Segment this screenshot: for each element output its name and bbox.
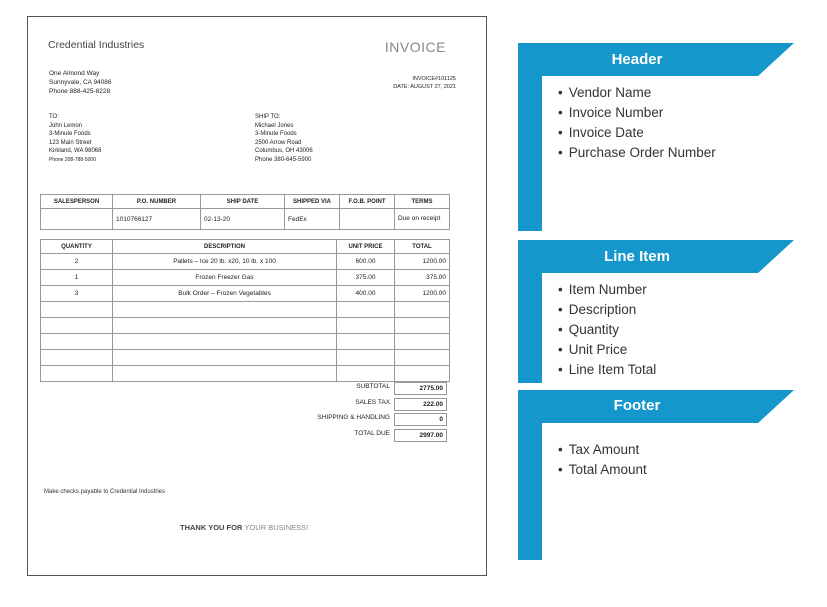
list-item: • Purchase Order Number [558,143,716,163]
line-total-cell [395,318,450,334]
ship-date-cell: 02-13-20 [201,209,285,230]
shipping-label: SHIPPING & HANDLING [317,414,390,421]
shipping-value: 0 [394,413,447,426]
total-due-value: 2997.00 [394,429,447,442]
line-item-stem [518,273,542,383]
invoice-title: INVOICE [384,39,446,55]
header-field-list [558,83,716,163]
vendor-address [49,69,112,96]
table-row [41,366,450,382]
line-item-field-list [558,280,656,380]
table-row [41,254,450,270]
list-item: • Line Item Total [558,360,656,380]
table-row [41,334,450,350]
quantity-cell: 1 [41,270,113,286]
list-item: • Invoice Number [558,103,716,123]
description-cell: Bulk Order – Frozen Vegetables [113,286,337,302]
unit-price-cell [337,302,395,318]
vendor-name: Credential Industries [48,39,145,51]
col-header: TOTAL [395,240,450,254]
table-row [41,270,450,286]
ship-to-line: 3-Minute Foods [255,131,297,138]
line-item-panel [518,240,794,383]
quantity-cell [41,302,113,318]
header-stem [518,76,542,231]
unit-price-cell: 375.00 [337,270,395,286]
payable-note: Make checks payable to Credential Industries [44,489,166,495]
col-header: TERMS [395,195,450,209]
unit-price-cell [337,334,395,350]
bill-to-phone: Phone 208-788-5000 [49,156,96,163]
shipped-via-cell: FedEx [285,209,340,230]
total-due-label: TOTAL DUE [354,430,390,437]
col-header: SHIPPED VIA [285,195,340,209]
quantity-cell [41,366,113,382]
vendor-address-line: One Almond Way [49,70,100,77]
order-info-table [40,194,450,230]
invoice-number: INVOICE#101125 [412,76,456,82]
list-item: • Unit Price [558,340,656,360]
unit-price-cell [337,318,395,334]
ship-to-label: SHIP TO: [255,114,281,120]
invoice-document [27,16,487,576]
line-item-panel-title: Line Item [604,248,670,265]
salesperson-cell [41,209,113,230]
vendor-phone: Phone 888-425-8228 [49,88,111,95]
table-row [41,286,450,302]
list-item: • Invoice Date [558,123,716,143]
line-items-body [41,254,450,382]
description-cell [113,318,337,334]
terms-cell: Due on receipt [395,209,450,230]
line-total-cell [395,366,450,382]
description-cell [113,302,337,318]
invoice-meta [393,75,456,91]
bill-to-block [49,113,101,165]
line-total-cell [395,334,450,350]
ship-to-line: Michael Jones [255,122,294,129]
line-total-cell: 375.00 [395,270,450,286]
footer-field-list [558,440,647,480]
list-item: • Tax Amount [558,440,647,460]
list-item: • Item Number [558,280,656,300]
line-items-table [40,239,450,382]
quantity-cell [41,318,113,334]
footer-panel [518,390,794,560]
description-cell [113,334,337,350]
vendor-address-line: Sunnyvale, CA 94086 [49,79,112,86]
subtotal-label: SUBTOTAL [356,383,390,390]
description-cell [113,350,337,366]
header-panel [518,43,794,231]
description-cell [113,366,337,382]
table-header-row [41,195,450,209]
list-item: • Description [558,300,656,320]
list-item: • Total Amount [558,460,647,480]
table-row [41,318,450,334]
line-total-cell [395,350,450,366]
table-row [41,209,450,230]
bill-to-line: John Lemon [49,122,83,129]
thanks-suffix: YOUR BUSINESS! [244,523,309,532]
header-panel-title: Header [611,51,663,68]
quantity-cell [41,334,113,350]
col-header: F.O.B. POINT [340,195,395,209]
quantity-cell: 3 [41,286,113,302]
ship-to-block [255,113,313,165]
po-number-cell: 1010766127 [113,209,201,230]
description-cell: Pallets – Ice 20 lb. x20, 10 lb. x 100 [113,254,337,270]
unit-price-cell: 400.00 [337,286,395,302]
bill-to-label: TO: [49,114,59,120]
bill-to-line: 123 Main Street [49,139,92,146]
ship-to-phone: Phone 380-645-5900 [255,156,312,163]
table-header-row [41,240,450,254]
quantity-cell: 2 [41,254,113,270]
col-header: P.O. NUMBER [113,195,201,209]
footer-stem [518,423,542,560]
table-row [41,350,450,366]
col-header: QUANTITY [41,240,113,254]
table-row [41,302,450,318]
col-header: SHIP DATE [201,195,285,209]
bill-to-line: 3-Minute Foods [49,131,91,138]
unit-price-cell [337,366,395,382]
col-header: SALESPERSON [41,195,113,209]
thank-you-message [180,523,308,532]
bill-to-line: Kirkland, WA 98068 [49,148,102,155]
col-header: UNIT PRICE [337,240,395,254]
list-item: • Vendor Name [558,83,716,103]
ship-to-line: Columbus, OH 43006 [255,148,313,155]
subtotal-value: 2775.00 [394,382,447,395]
tax-label: SALES TAX [355,399,390,406]
line-total-cell [395,302,450,318]
line-total-cell: 1200.00 [395,254,450,270]
col-header: DESCRIPTION [113,240,337,254]
invoice-date: DATE: AUGUST 27, 2021 [393,84,456,90]
quantity-cell [41,350,113,366]
list-item: • Quantity [558,320,656,340]
unit-price-cell: 600.00 [337,254,395,270]
footer-panel-title: Footer [613,397,661,414]
thanks-prefix: THANK YOU FOR [180,523,245,532]
description-cell: Frozen Freezer Gas [113,270,337,286]
ship-to-line: 2500 Arrow Road [255,139,302,146]
tax-value: 222.00 [394,398,447,411]
unit-price-cell [337,350,395,366]
fob-point-cell [340,209,395,230]
line-total-cell: 1200.00 [395,286,450,302]
